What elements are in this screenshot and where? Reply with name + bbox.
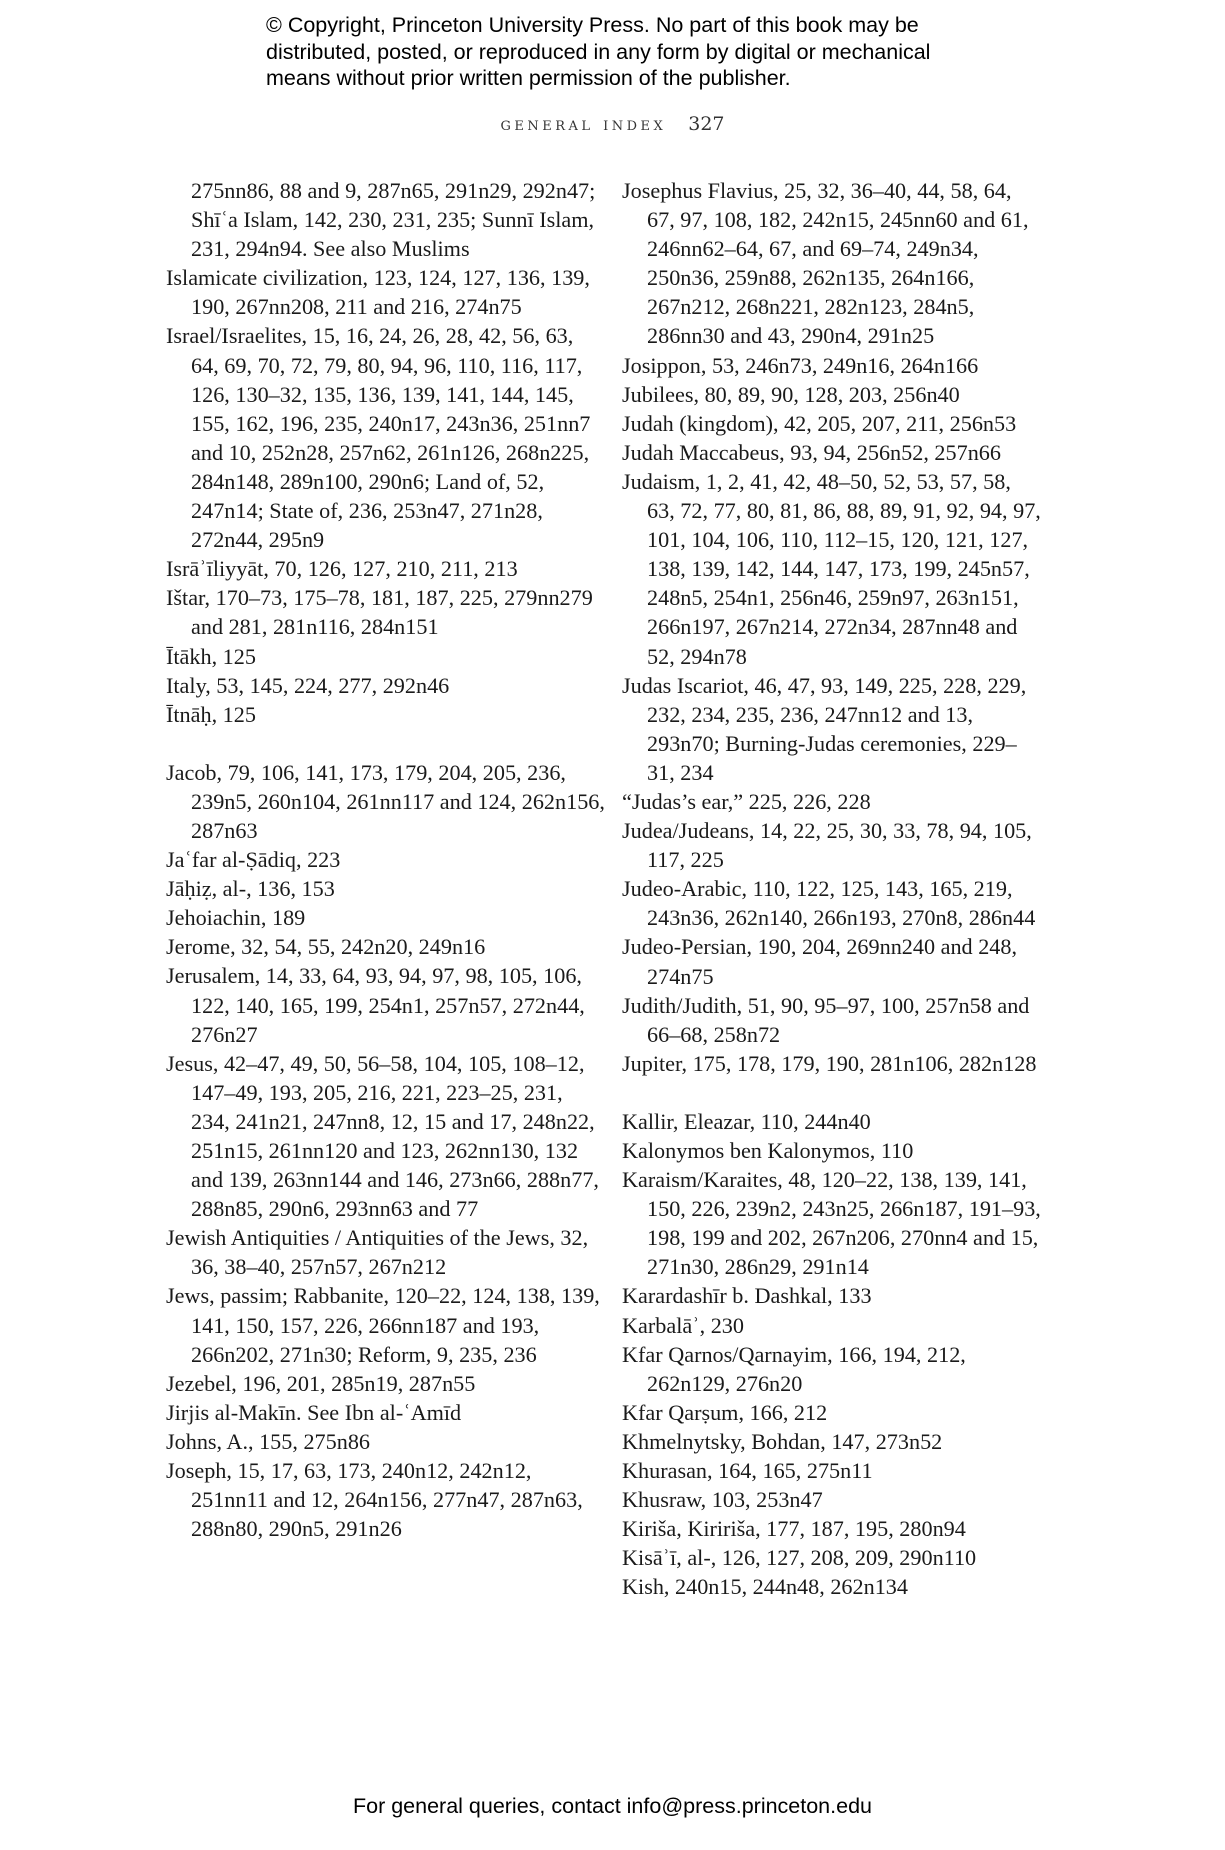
index-entry: Jupiter, 175, 178, 179, 190, 281n106, 282n128 [622, 1050, 1037, 1076]
copyright-line: © Copyright, Princeton University Press. No part of this book may be [266, 13, 919, 37]
index-entry: Joseph, 15, 17, 63, 173, 240n12, 242n12, 251nn11 and 12, 264n156, 277n47, 287n63, 288n80, 290n5, 291n26 [166, 1458, 583, 1542]
index-entry: “Judas’s ear,” 225, 226, 228 [622, 788, 871, 814]
index-entry: Judah (kingdom), 42, 205, 207, 211, 256n53 [622, 410, 1017, 436]
index-entry: Jews, passim; Rabbanite, 120–22, 124, 138, 139, 141, 150, 157, 226, 266nn187 and 193, 266n202, 271n30; Reform, 9, 235, 236 [166, 1283, 600, 1367]
running-head-title: general index [500, 113, 667, 135]
copyright-line: means without prior written permission of the publisher. [266, 66, 791, 90]
page-number: 327 [688, 113, 725, 135]
index-entry: Ištar, 170–73, 175–78, 181, 187, 225, 279nn279 and 281, 281n116, 284n151 [166, 585, 593, 640]
index-entry: Kish, 240n15, 244n48, 262n134 [622, 1574, 908, 1600]
index-entry: Jubilees, 80, 89, 90, 128, 203, 256n40 [622, 381, 960, 407]
index-entry: Karardashīr b. Dashkal, 133 [622, 1283, 872, 1309]
index-entry: Jāḥiẓ, al-, 136, 153 [166, 876, 335, 902]
index-entry: Kallir, Eleazar, 110, 244n40 [622, 1108, 871, 1134]
index-entry: Israel/Israelites, 15, 16, 24, 26, 28, 42, 56, 63, 64, 69, 70, 72, 79, 80, 94, 96, 110, 116, 117, 126, 130–32, 135, 136, 139, 141, 144, 145, 155, 162, 196, 235, 240n17, 243n36, 251nn7 and 10, 252n28, 257n62, 261n126, 268n225, 284n148, 289n100, 290n6; Land of, 52, 247n14; State of, 236, 253n47, 271n28, 272n44, 295n9 [166, 323, 591, 553]
index-entry: Isrāʾīliyyāt, 70, 126, 127, 210, 211, 213 [166, 556, 518, 582]
letter-section-gap [622, 1078, 1042, 1107]
index-entry: Judeo-Persian, 190, 204, 269nn240 and 248, 274n75 [622, 934, 1018, 989]
index-entry: Judeo-Arabic, 110, 122, 125, 143, 165, 219, 243n36, 262n140, 266n193, 270n8, 286n44 [622, 876, 1036, 931]
letter-section-gap [166, 729, 606, 758]
index-entry: Jezebel, 196, 201, 285n19, 287n55 [166, 1370, 476, 1396]
index-entry: Judith/Judith, 51, 90, 95–97, 100, 257n58 and 66–68, 258n72 [622, 992, 1030, 1047]
index-entry: Judah Maccabeus, 93, 94, 256n52, 257n66 [622, 439, 1001, 465]
index-entry: Kfar Qarnos/Qarnayim, 166, 194, 212, 262n129, 276n20 [622, 1341, 966, 1396]
index-entry: Judaism, 1, 2, 41, 42, 48–50, 52, 53, 57, 58, 63, 72, 77, 80, 81, 86, 88, 89, 91, 92, 94, 97, 101, 104, 106, 110, 112–15, 120, 121, 127, 138, 139, 142, 144, 147, 173, 199, 245n57, 248n5, 254n1, 256n46, 259n97, 263n151, 266n197, 267n214, 272n34, 287nn48 and 52, 294n78 [622, 468, 1041, 669]
index-entry: Kfar Qarṣum, 166, 212 [622, 1399, 828, 1425]
index-entry: Italy, 53, 145, 224, 277, 292n46 [166, 672, 450, 698]
index-entry: Ītnāḥ, 125 [166, 701, 256, 727]
index-entry: 275nn86, 88 and 9, 287n65, 291n29, 292n47; Shīʿa Islam, 142, 230, 231, 235; Sunnī Islam, 231, 294n94. See also Muslims [191, 178, 596, 262]
copyright-line: distributed, posted, or reproduced in any form by digital or mechanical [266, 39, 931, 64]
index-entry: Khusraw, 103, 253n47 [622, 1487, 823, 1513]
index-entry: Jehoiachin, 189 [166, 905, 306, 931]
index-entry: Jirjis al-Makīn. See Ibn al-ʿAmīd [166, 1399, 462, 1425]
index-entry: Judas Iscariot, 46, 47, 93, 149, 225, 228, 229, 232, 234, 235, 236, 247nn12 and 13, 293n70; Burning-Judas ceremonies, 229–31, 234 [622, 672, 1027, 785]
index-entry: Ītākh, 125 [166, 643, 256, 669]
index-entry: Khmelnytsky, Bohdan, 147, 273n52 [622, 1428, 943, 1454]
index-entry: Khurasan, 164, 165, 275n11 [622, 1458, 873, 1484]
copyright-notice [266, 12, 1006, 92]
index-entry: Josippon, 53, 246n73, 249n16, 264n166 [622, 352, 979, 378]
index-entry: Judea/Judeans, 14, 22, 25, 30, 33, 78, 94, 105, 117, 225 [622, 818, 1032, 873]
index-entry: Josephus Flavius, 25, 32, 36–40, 44, 58, 64, 67, 97, 108, 182, 242n15, 245nn60 and 61, 246nn62–64, 67, and 69–74, 249n34, 250n36, 259n88, 262n135, 264n166, 267n212, 268n221, 282n123, 284n5, 286nn30 and 43, 290n4, 291n25 [622, 178, 1029, 349]
index-entry: Kisāʾī, al-, 126, 127, 208, 209, 290n110 [622, 1545, 977, 1571]
index-entry: Islamicate civilization, 123, 124, 127, 136, 139, 190, 267nn208, 211 and 216, 274n75 [166, 265, 590, 320]
index-entry: Jesus, 42–47, 49, 50, 56–58, 104, 105, 108–12, 147–49, 193, 205, 216, 221, 223–25, 231, 234, 241n21, 247nn8, 12, 15 and 17, 248n22, 251n15, 261nn120 and 123, 262nn130, 132 and 139, 263nn144 and 146, 273n66, 288n77, 288n85, 290n6, 293nn63 and 77 [166, 1050, 599, 1222]
index-entry: Jewish Antiquities / Antiquities of the Jews, 32, 36, 38–40, 257n57, 267n212 [166, 1225, 589, 1280]
footer-contact: For general queries, contact info@press.princeton.edu [352, 1794, 872, 1818]
index-entry: Kalonymos ben Kalonymos, 110 [622, 1138, 914, 1163]
index-entry: Jacob, 79, 106, 141, 173, 179, 204, 205, 236, 239n5, 260n104, 261nn117 and 124, 262n156, 287n63 [166, 759, 605, 843]
index-entry: Johns, A., 155, 275n86 [166, 1428, 371, 1454]
index-entry: Karaism/Karaites, 48, 120–22, 138, 139, 141, 150, 226, 239n2, 243n25, 266n187, 191–93, 198, 199 and 202, 267n206, 270nn4 and 15, 271n30, 286n29, 291n14 [622, 1167, 1041, 1280]
index-entry: Karbalāʾ, 230 [622, 1312, 744, 1338]
index-entry: Jerome, 32, 54, 55, 242n20, 249n16 [166, 934, 486, 960]
index-column-right [622, 176, 1042, 1602]
index-column-left [166, 176, 606, 1543]
index-entry: Jerusalem, 14, 33, 64, 93, 94, 97, 98, 105, 106, 122, 140, 165, 199, 254n1, 257n57, 272n44, 276n27 [166, 963, 585, 1047]
running-head [0, 113, 1225, 135]
index-entry: Kiriša, Kiririša, 177, 187, 195, 280n94 [622, 1516, 966, 1542]
index-entry: Jaʿfar al-Ṣādiq, 223 [166, 847, 341, 873]
